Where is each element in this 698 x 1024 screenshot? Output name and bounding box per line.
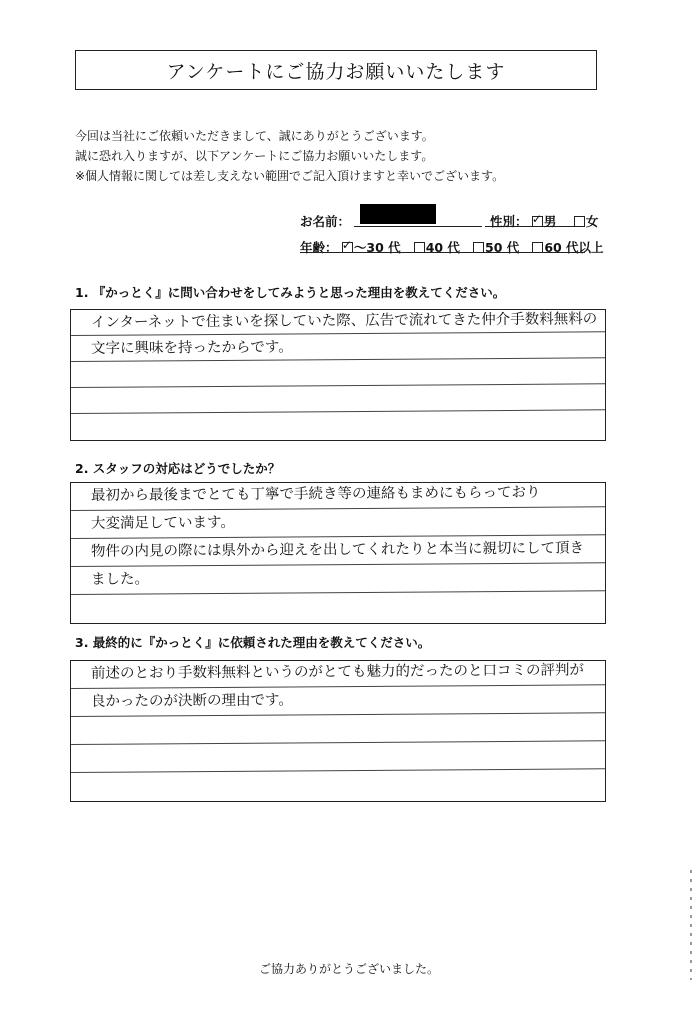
gender-field	[490, 212, 598, 230]
gender-option-female: 女	[585, 214, 599, 229]
intro-text	[75, 126, 504, 186]
answer-line	[71, 713, 605, 745]
intro-line: ※個人情報に関しては差し支えない範囲でご記入頂けますと幸いでございます。	[75, 169, 505, 183]
redacted-name	[360, 204, 436, 224]
name-field[interactable]	[354, 226, 482, 227]
gender-option-male: 男	[543, 214, 557, 229]
intro-line: 今回は当社にご依頼いただきまして、誠にありがとうございます。	[75, 129, 434, 143]
age-field	[300, 238, 604, 256]
age-option: ～30 代	[353, 240, 401, 255]
answer-line	[71, 410, 605, 440]
answer-line: 物件の内見の際には県外から迎えを出してくれたりと本当に親切にして頂き	[71, 535, 605, 567]
gender-label: 性別：	[490, 214, 528, 229]
answer-line: 文字に興味を持ったからです。	[71, 332, 605, 362]
answer-line	[71, 358, 605, 388]
answer-1-box[interactable]	[70, 309, 606, 441]
gender-male-checkbox[interactable]	[532, 216, 543, 227]
answer-line	[71, 741, 605, 773]
scan-artifact	[690, 870, 692, 980]
answer-line: 最初から最後までとても丁寧で手続き等の連絡もまめにもらっており	[71, 479, 605, 511]
answer-line: ました。	[71, 563, 605, 595]
closing-message: ご協力ありがとうございました。	[258, 962, 439, 976]
survey-title: アンケートにご協力お願いいたします	[75, 50, 597, 90]
name-label: お名前：	[300, 214, 351, 229]
intro-line: 誠に恐れ入りますが、以下アンケートにご協力お願いいたします。	[75, 149, 434, 163]
age-option: 50 代	[485, 240, 520, 255]
answer-2-box[interactable]	[70, 482, 606, 624]
question-1-label: 1. 『かっとく』に問い合わせをしてみようと思った理由を教えてください。	[75, 285, 506, 300]
answer-line	[71, 384, 605, 414]
gender-female-checkbox[interactable]	[574, 216, 585, 227]
question-3-label: 3. 最終的に『かっとく』に依頼された理由を教えてください。	[75, 635, 431, 650]
answer-3-box[interactable]	[70, 660, 606, 802]
age-label: 年齢：	[300, 240, 338, 255]
question-2-label: 2. スタッフの対応はどうでしたか？	[75, 461, 281, 476]
age-underline	[300, 252, 585, 253]
age-option: 60 代以上	[544, 240, 604, 255]
age-option: 40 代	[425, 240, 460, 255]
answer-line: 良かったのが決断の理由です。	[71, 685, 605, 717]
answer-line	[71, 591, 605, 623]
answer-line: 大変満足しています。	[71, 507, 605, 539]
answer-line: インターネットで住まいを探していた際、広告で流れてきた仲介手数料無料の	[71, 306, 605, 336]
answer-line: 前述のとおり手数料無料というのがとても魅力的だったのと口コミの評判が	[71, 657, 605, 689]
answer-line	[71, 769, 605, 801]
